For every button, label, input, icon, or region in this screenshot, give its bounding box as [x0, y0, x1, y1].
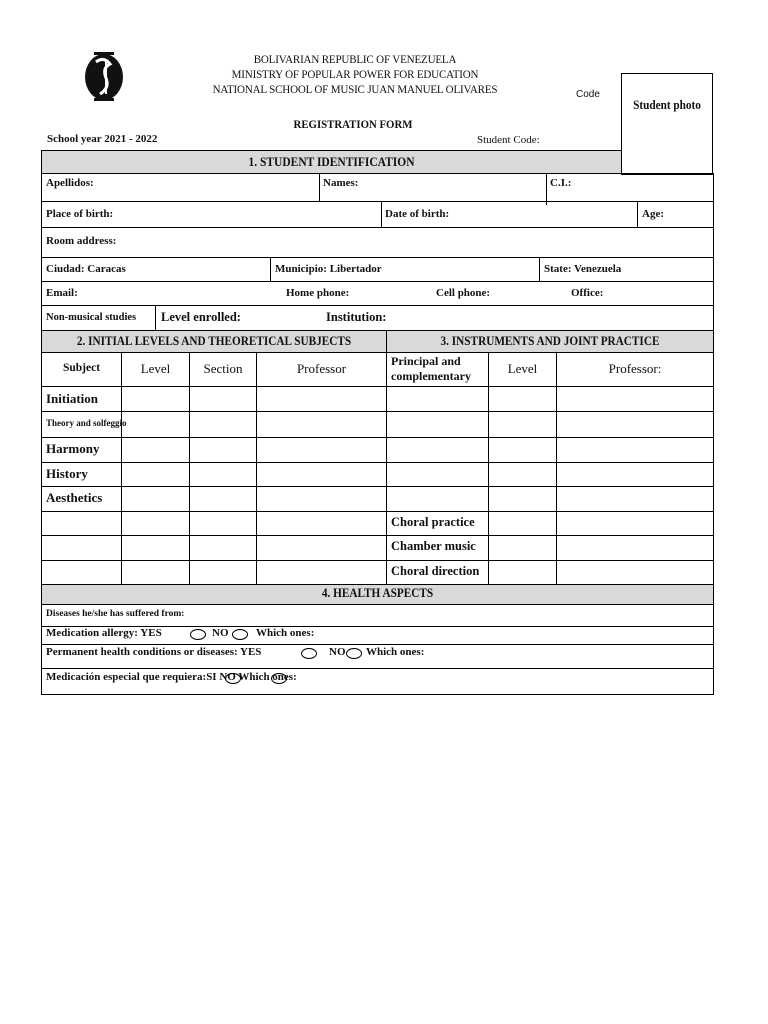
col-subject: Subject	[62, 362, 101, 374]
place-of-birth-field[interactable]: Place of birth:	[46, 208, 114, 220]
subject-theory-solfeggio: Theory and solfeggio	[46, 418, 127, 428]
allergy-no-radio[interactable]	[232, 629, 248, 640]
email-field[interactable]: Email:	[46, 287, 78, 299]
practice-chamber: Chamber music	[391, 539, 476, 553]
col-professor-3: Professor:	[608, 361, 662, 376]
student-photo-label: Student photo	[633, 98, 701, 112]
form-title: REGISTRATION FORM	[293, 117, 413, 131]
section4-title: 4. HEALTH ASPECTS	[321, 586, 434, 600]
section1-header	[41, 150, 622, 174]
permanent-which-field[interactable]: Which ones:	[366, 646, 425, 658]
school-logo	[80, 48, 128, 104]
student-code-label: Student Code:	[477, 134, 540, 146]
col-level-3: Level	[507, 361, 538, 376]
room-address-field[interactable]: Room address:	[46, 235, 117, 247]
header-line-3: NATIONAL SCHOOL OF MUSIC JUAN MANUEL OLIVARES	[212, 82, 498, 96]
allergy-yes-radio[interactable]	[190, 629, 206, 640]
institution-field[interactable]: Institution:	[326, 310, 387, 324]
section2-title: 2. INITIAL LEVELS AND THEORETICAL SUBJECTS	[76, 334, 352, 348]
header-line-1: BOLIVARIAN REPUBLIC OF VENEZUELA	[253, 52, 457, 66]
allergy-no-label: NO	[212, 627, 229, 639]
level-enrolled-field[interactable]: Level enrolled:	[161, 310, 241, 324]
home-phone-field[interactable]: Home phone:	[286, 287, 350, 299]
state-field[interactable]: State: Venezuela	[544, 263, 622, 275]
allergy-yes-label: Medication allergy: YES	[46, 627, 162, 639]
permanent-no-radio[interactable]	[346, 648, 362, 659]
header-line-2: MINISTRY OF POPULAR POWER FOR EDUCATION	[231, 67, 479, 81]
ciudad-field[interactable]: Ciudad: Caracas	[46, 263, 126, 275]
age-field[interactable]: Age:	[642, 208, 664, 220]
practice-choral: Choral practice	[391, 515, 475, 529]
col-section: Section	[203, 361, 243, 376]
col-principal	[391, 354, 471, 384]
col-principal-line1: Principal and	[391, 354, 461, 368]
col-level: Level	[140, 361, 171, 376]
code-label: Code	[576, 89, 600, 100]
subject-aesthetics: Aesthetics	[46, 490, 103, 505]
school-year: School year 2021 - 2022	[47, 133, 158, 145]
names-field[interactable]: Names:	[323, 177, 359, 189]
special-no-radio[interactable]	[225, 673, 241, 684]
special-which-radio[interactable]	[271, 673, 287, 684]
office-field[interactable]: Office:	[571, 287, 604, 299]
cell-phone-field[interactable]: Cell phone:	[436, 287, 491, 299]
section1-title: 1. STUDENT IDENTIFICATION	[248, 155, 415, 169]
subject-initiation: Initiation	[46, 391, 99, 406]
section3-title: 3. INSTRUMENTS AND JOINT PRACTICE	[440, 334, 660, 348]
allergy-which-field[interactable]: Which ones:	[256, 627, 315, 639]
subject-history: History	[46, 466, 88, 481]
permanent-no-label: NO	[329, 646, 346, 658]
col-professor: Professor	[296, 361, 347, 376]
diseases-field[interactable]: Diseases he/she has suffered from:	[46, 609, 185, 619]
ci-field[interactable]: C.I.:	[550, 177, 572, 189]
special-medication-field[interactable]: Medicación especial que requiera:SI NO Which ones:	[46, 671, 297, 683]
subject-harmony: Harmony	[46, 441, 100, 456]
col-principal-line2: complementary	[391, 369, 471, 383]
permanent-yes-label: Permanent health conditions or diseases: YES	[46, 646, 262, 658]
student-photo-box[interactable]	[621, 73, 713, 175]
non-musical-studies-label: Non-musical studies	[46, 312, 137, 323]
municipio-field[interactable]: Municipio: Libertador	[275, 263, 382, 275]
date-of-birth-field[interactable]: Date of birth:	[385, 208, 450, 220]
permanent-yes-radio[interactable]	[301, 648, 317, 659]
apellidos-field[interactable]: Apellidos:	[46, 177, 94, 189]
practice-choral-direction: Choral direction	[391, 564, 480, 578]
